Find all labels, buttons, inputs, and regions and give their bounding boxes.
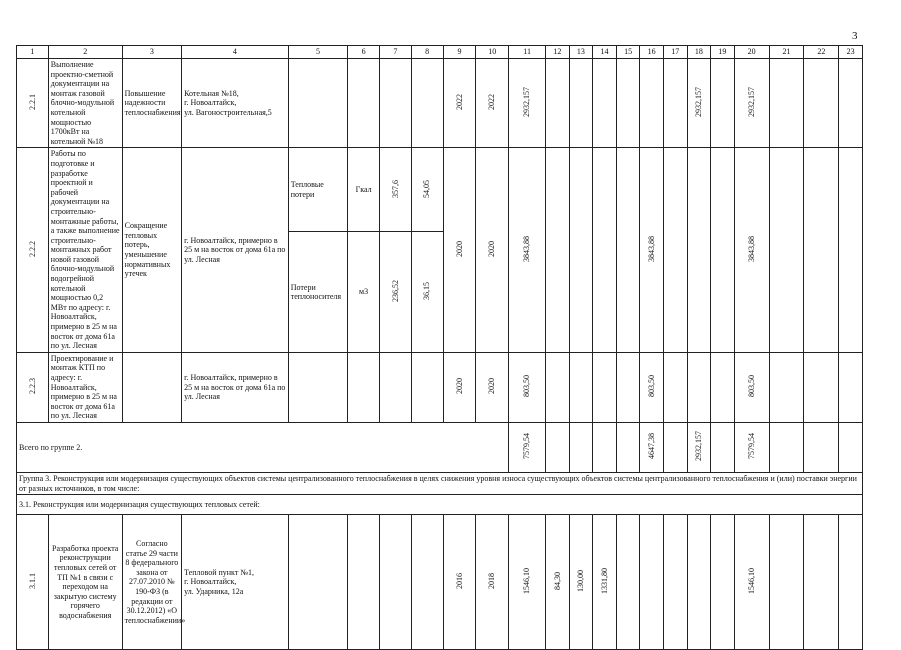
start-year: 2016 bbox=[454, 572, 464, 589]
cost-total: 3843,88 bbox=[746, 235, 756, 262]
column-number-row bbox=[17, 46, 863, 59]
table-row bbox=[17, 59, 863, 148]
col-num: 12 bbox=[546, 46, 570, 59]
total-cost: 7579,54 bbox=[522, 433, 532, 460]
col-num: 4 bbox=[182, 46, 289, 59]
start-year: 2020 bbox=[454, 378, 464, 395]
cost-2020: 3843,88 bbox=[646, 235, 656, 262]
cost-total: 7579,54 bbox=[746, 433, 756, 460]
project-purpose: Повышение надежности теплоснабжения bbox=[122, 59, 181, 148]
col-num: 11 bbox=[509, 46, 546, 59]
col-num: 10 bbox=[476, 46, 509, 59]
cost-2022: 2932,157 bbox=[694, 431, 704, 462]
table-row bbox=[17, 515, 863, 650]
project-location: г. Новоалтайск, примерно в 25 м на восток от дома 61а по ул. Лесная bbox=[182, 352, 289, 422]
indicator-unit: м3 bbox=[348, 232, 380, 352]
indicator-before: 236,52 bbox=[390, 279, 400, 302]
indicator-after: 54,05 bbox=[422, 179, 432, 198]
total-label: Всего по группе 2. bbox=[17, 422, 509, 472]
total-cost: 2932,157 bbox=[522, 86, 532, 117]
cost-2016: 84,30 bbox=[552, 571, 562, 590]
row-number: 2.2.3 bbox=[27, 378, 37, 395]
end-year: 2020 bbox=[487, 378, 497, 395]
col-num: 23 bbox=[839, 46, 863, 59]
col-num: 1 bbox=[17, 46, 49, 59]
col-num: 9 bbox=[443, 46, 476, 59]
cost-2022: 2932,157 bbox=[694, 86, 704, 117]
total-cost: 803,50 bbox=[522, 375, 532, 398]
col-num: 19 bbox=[711, 46, 735, 59]
indicator-unit: Гкал bbox=[348, 148, 380, 232]
col-num: 22 bbox=[804, 46, 839, 59]
col-num: 18 bbox=[687, 46, 711, 59]
subgroup-heading-row bbox=[17, 495, 863, 515]
col-num: 21 bbox=[769, 46, 804, 59]
indicator-name: Потери теплоносителя bbox=[288, 232, 347, 352]
project-location: Тепловой пункт №1, г. Новоалтайск, ул. Ударника, 12а bbox=[182, 515, 289, 650]
end-year: 2020 bbox=[487, 240, 497, 257]
cost-2017: 130,00 bbox=[576, 569, 586, 592]
group-heading-row bbox=[17, 472, 863, 494]
end-year: 2018 bbox=[487, 572, 497, 589]
col-num: 5 bbox=[288, 46, 347, 59]
page-number: 3 bbox=[852, 30, 858, 42]
col-num: 8 bbox=[411, 46, 443, 59]
indicator-name: Тепловые потери bbox=[288, 148, 347, 232]
col-num: 16 bbox=[640, 46, 664, 59]
subgroup-3-1-heading: 3.1. Реконструкция или модернизация существующих тепловых сетей: bbox=[17, 495, 863, 515]
indicator-before: 357,6 bbox=[390, 179, 400, 198]
cost-total: 1546,10 bbox=[746, 567, 756, 594]
col-num: 15 bbox=[616, 46, 640, 59]
cost-2020: 4647,38 bbox=[646, 433, 656, 460]
col-num: 14 bbox=[593, 46, 617, 59]
total-cost: 1546,10 bbox=[522, 567, 532, 594]
cost-2018: 1331,80 bbox=[599, 567, 609, 594]
col-num: 17 bbox=[663, 46, 687, 59]
col-num: 20 bbox=[734, 46, 769, 59]
project-purpose: Согласно статье 29 части 8 федерального закона от 27.07.2010 № 190-ФЗ (в редакции от 30.12.2012) «О теплоснабжении» bbox=[122, 515, 181, 650]
project-location: Котельная №18, г. Новоалтайск, ул. Вагоностроительная,5 bbox=[182, 59, 289, 148]
col-num: 7 bbox=[379, 46, 411, 59]
row-number: 2.2.1 bbox=[27, 93, 37, 110]
project-location: г. Новоалтайск, примерно в 25 м на восток от дома 61а по ул. Лесная bbox=[182, 148, 289, 352]
project-purpose: Сокращение тепловых потерь, уменьшение нормативных утечек bbox=[122, 148, 181, 352]
table-row bbox=[17, 352, 863, 422]
row-number: 3.1.1 bbox=[27, 572, 37, 589]
col-num: 6 bbox=[348, 46, 380, 59]
project-name: Проектирование и монтаж КТП по адресу: г. Новоалтайск, примерно в 25 м на восток от дома 61а по ул. Лесная bbox=[48, 352, 122, 422]
col-num: 2 bbox=[48, 46, 122, 59]
row-number: 2.2.2 bbox=[27, 240, 37, 257]
project-name: Разработка проекта реконструкции тепловых сетей от ТП №1 в связи с переходом на закрытую систему горячего водоснабжения bbox=[48, 515, 122, 650]
project-name: Работы по подготовке и разработке проектной и рабочей документации на строительно-монтажные работы, а также выполнение строительно-монтажных работ новой газовой блочно-модульной водогрейной котельной мощностью 0,2 МВт по адресу: г. Новоалтайск, примерно в 25 м на восток от дома 61а по ул. Лесная bbox=[48, 148, 122, 352]
col-num: 13 bbox=[569, 46, 593, 59]
end-year: 2022 bbox=[487, 93, 497, 110]
start-year: 2022 bbox=[454, 93, 464, 110]
cost-2020: 803,50 bbox=[646, 375, 656, 398]
cost-total: 2932,157 bbox=[746, 86, 756, 117]
indicator-after: 36,15 bbox=[422, 281, 432, 300]
group-total-row bbox=[17, 422, 863, 472]
start-year: 2020 bbox=[454, 240, 464, 257]
cost-total: 803,50 bbox=[746, 375, 756, 398]
total-cost: 3843,88 bbox=[522, 235, 532, 262]
table-row bbox=[17, 148, 863, 232]
group-3-heading: Группа 3. Реконструкция или модернизация существующих объектов системы централизованного теплоснабжения в целях снижения уровня износа существующих объектов системы централизованного теплоснабжения и (или) поставки энергии от разных источников, в том числе: bbox=[17, 472, 863, 494]
project-name: Выполнение проектно-сметной документации на монтаж газовой блочно-модульной котельной мощностью 1700кВт на котельной №18 bbox=[48, 59, 122, 148]
investment-program-table bbox=[16, 45, 863, 650]
col-num: 3 bbox=[122, 46, 181, 59]
